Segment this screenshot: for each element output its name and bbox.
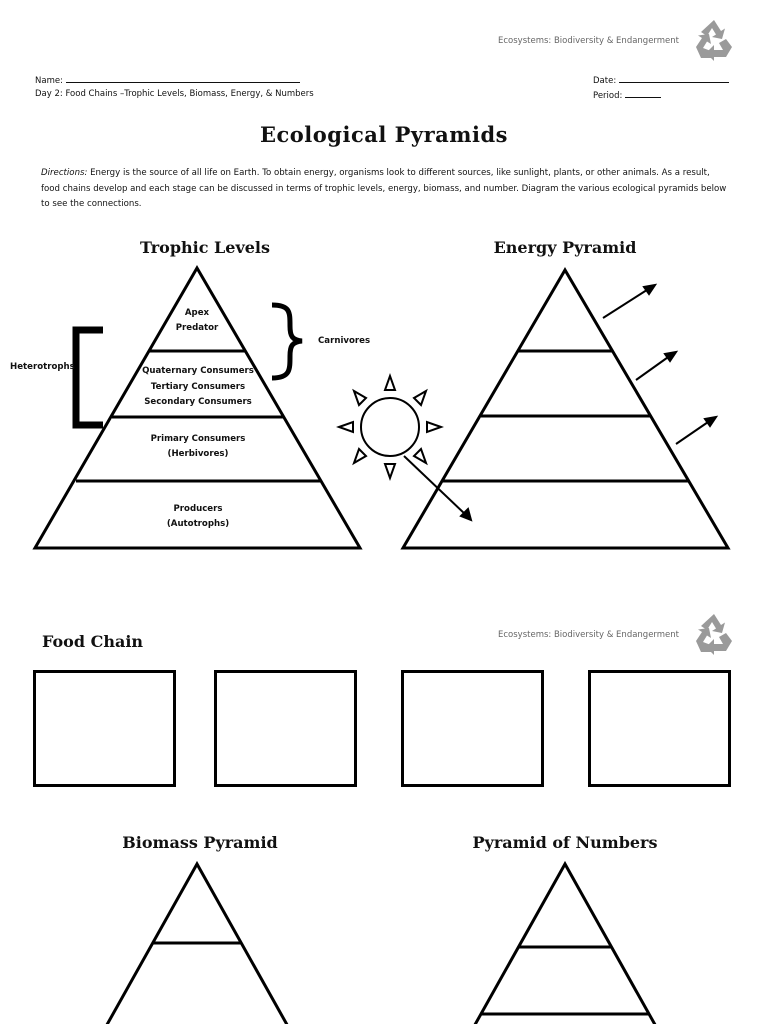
food-chain-heading: Food Chain [42,632,144,651]
directions-text: Energy is the source of all life on Earth. To obtain energy, organisms look to different sources, like sunlight, plants, or other animals. As a result, food chains develop and each stage can be discussed in terms of trophic levels, energy, biomass, and number. Diagram the various ecological pyramids below to see the connections. [41,168,727,209]
food-chain-box-2[interactable] [214,670,357,787]
producers-label [113,502,283,532]
heterotrophs-bracket [76,330,103,425]
date-label: Date: [593,76,617,86]
consumers-label [113,364,283,411]
primary-line-2: (Herbivores) [167,449,229,459]
course-title-2: Ecosystems: Biodiversity & Endangerment [498,630,680,640]
apex-line-1: Apex [184,308,210,318]
food-chain-box-1[interactable] [33,670,176,787]
carnivores-label: Carnivores [318,336,371,346]
quaternary-label: Quaternary Consumers [142,366,254,376]
food-chain-box-4[interactable] [588,670,731,787]
biomass-heading: Biomass Pyramid [122,833,278,852]
recycle-icon [692,611,736,655]
apex-line-2: Predator [175,323,219,333]
biomass-pyramid [76,864,318,1024]
heterotrophs-label: Heterotrophs [10,362,75,372]
period-label: Period: [593,91,623,101]
producers-line-2: (Autotrophs) [166,519,230,529]
sun-icon [339,376,441,478]
producers-line-1: Producers [173,504,223,514]
energy-heading: Energy Pyramid [493,238,637,257]
lesson-title: Day 2: Food Chains –Trophic Levels, Biomass, Energy, & Numbers [35,89,314,99]
energy-pyramid [403,270,728,548]
directions-label: Directions: [41,168,88,178]
numbers-heading: Pyramid of Numbers [472,833,658,852]
apex-label [147,306,247,336]
secondary-label: Secondary Consumers [144,397,252,407]
tertiary-label: Tertiary Consumers [150,381,246,392]
primary-label [113,432,283,462]
course-title: Ecosystems: Biodiversity & Endangerment [498,36,680,46]
primary-line-1: Primary Consumers [150,434,246,444]
numbers-pyramid [444,864,686,1024]
page-title: Ecological Pyramids [260,122,508,147]
name-label: Name: [35,76,63,86]
trophic-heading: Trophic Levels [139,238,271,257]
food-chain-box-3[interactable] [401,670,544,787]
